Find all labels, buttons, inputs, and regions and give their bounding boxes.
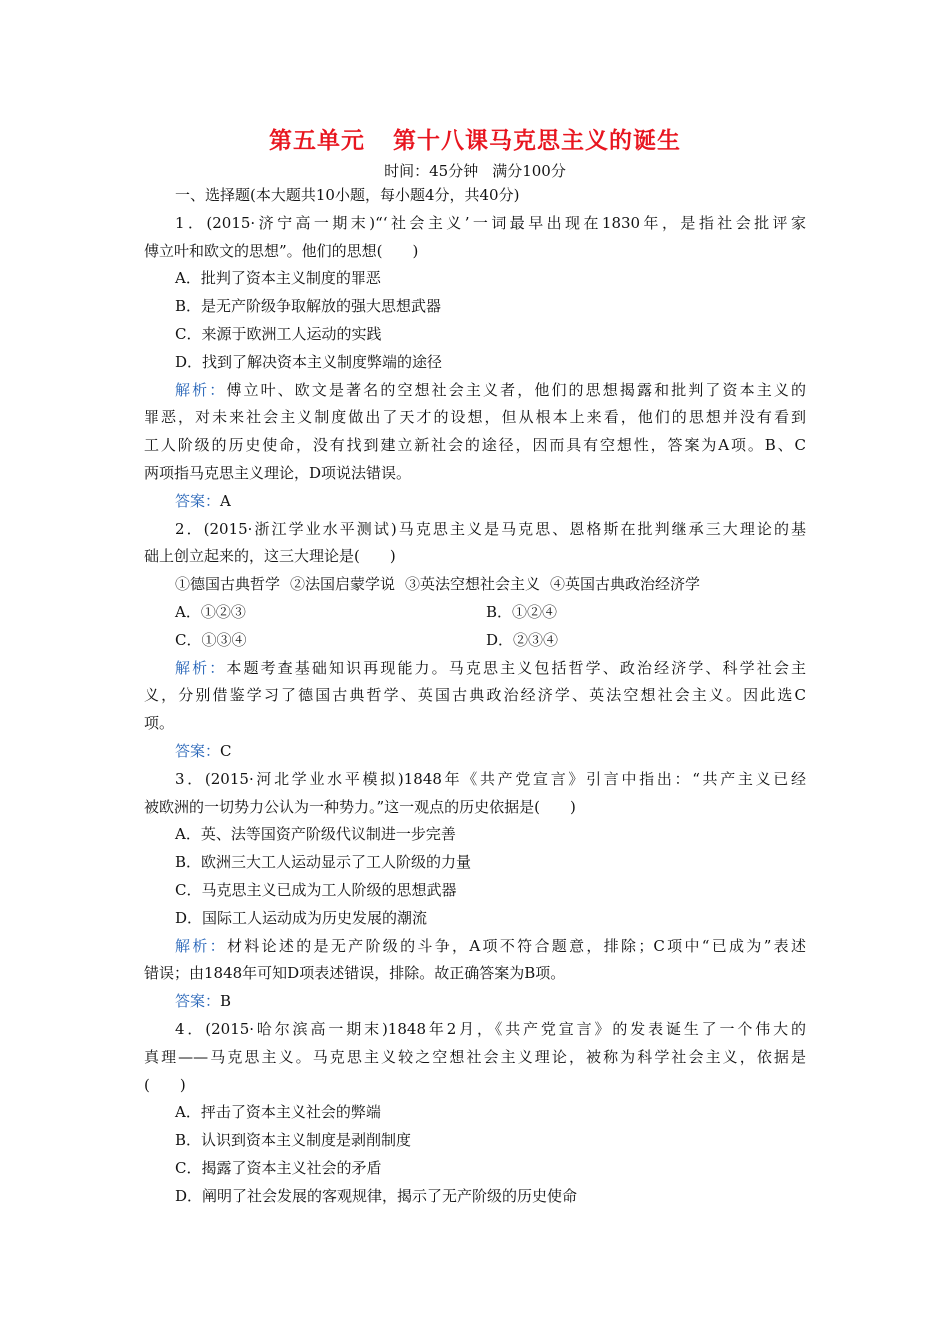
q1-analysis-line-2: 罪恶，对未来社会主义制度做出了天才的设想，但从根本上来看，他们的思想并没有看到 [144, 408, 806, 427]
q4-option-b: B．认识到资本主义制度是剥削制度 [175, 1131, 412, 1150]
q2-options-row-2 [144, 627, 806, 655]
q3-option-a: A．英、法等国资产阶级代议制进一步完善 [175, 825, 456, 844]
question-4-line-3: ( ) [144, 1075, 186, 1094]
section-heading: 一、选择题(本大题共10小题，每小题4分，共40分) [175, 186, 520, 204]
q1-option-c: C．来源于欧洲工人运动的实践 [175, 324, 382, 343]
q1-option-a: A．批判了资本主义制度的罪恶 [175, 269, 381, 288]
answer-label: 答案： [175, 992, 221, 1011]
q2-analysis-line-3: 项。 [144, 714, 175, 733]
q1-analysis-line-1: 解析：傅立叶、欧文是著名的空想社会主义者，他们的思想揭露和批判了资本主义的 [175, 380, 806, 399]
q3-analysis-line-1: 解析：材料论述的是无产阶级的斗争，A项不符合题意，排除；C项中“已成为”表述 [175, 936, 806, 955]
q1-analysis-line-4: 两项指马克思主义理论，D项说法错误。 [144, 463, 412, 482]
question-3-line-2: 被欧洲的一切势力公认为一种势力。”这一观点的历史依据是( ) [144, 797, 576, 816]
question-2-line-1: 2．(2015·浙江学业水平测试)马克思主义是马克思、恩格斯在批判继承三大理论的基 [175, 519, 806, 538]
lesson-title: 第十八课马克思主义的诞生 [393, 128, 681, 154]
q1-option-b: B．是无产阶级争取解放的强大思想武器 [175, 297, 442, 316]
analysis-label: 解析： [175, 936, 227, 955]
q1-option-d: D．找到了解决资本主义制度弊端的途径 [175, 352, 443, 371]
q4-option-d: D．阐明了社会发展的客观规律，揭示了无产阶级的历史使命 [175, 1186, 578, 1205]
q3-answer: 答案：B [175, 992, 232, 1011]
q3-option-b: B．欧洲三大工人运动显示了工人阶级的力量 [175, 853, 472, 872]
question-4-line-1: 4．(2015·哈尔滨高一期末)1848年2月，《共产党宣言》的发表诞生了一个伟大的 [175, 1019, 806, 1038]
question-3-line-1: 3．(2015·河北学业水平模拟)1848年《共产党宣言》引言中指出：“共产主义已经 [175, 769, 806, 788]
q2-items: ①德国古典哲学 ②法国启蒙学说 ③英法空想社会主义 ④英国古典政治经济学 [175, 575, 701, 594]
question-1-line-1: 1．(2015·济宁高一期末)“‘社会主义’一词最早出现在1830年，是指社会批评家 [175, 213, 806, 232]
analysis-label: 解析： [175, 658, 227, 677]
q2-option-d: D．②③④ [486, 630, 559, 649]
time-limit: 时间：45分钟 [384, 162, 479, 180]
question-1-line-2: 傅立叶和欧文的思想”。他们的思想( ) [144, 241, 419, 260]
question-4-line-2: 真理——马克思主义。马克思主义较之空想社会主义理论，被称为科学社会主义，依据是 [144, 1047, 806, 1066]
full-score: 满分100分 [492, 162, 566, 180]
q1-answer: 答案：A [175, 491, 231, 510]
q2-options-row-1 [144, 599, 806, 627]
q2-option-b: B．①②④ [486, 602, 558, 621]
q2-answer: 答案：C [175, 741, 232, 760]
exam-meta [0, 160, 950, 181]
q3-option-c: C．马克思主义已成为工人阶级的思想武器 [175, 880, 457, 899]
question-2-line-2: 础上创立起来的，这三大理论是( ) [144, 547, 396, 566]
q2-option-c: C．①③④ [175, 630, 247, 649]
answer-label: 答案： [175, 741, 221, 760]
q4-option-c: C．揭露了资本主义社会的矛盾 [175, 1158, 382, 1177]
content [144, 182, 806, 1210]
analysis-label: 解析： [175, 380, 227, 399]
unit-title: 第五单元 [269, 128, 365, 154]
q3-analysis-line-2: 错误；由1848年可知D项表述错误，排除。故正确答案为B项。 [144, 964, 566, 983]
q2-analysis-line-2: 义，分别借鉴学习了德国古典哲学、英国古典政治经济学、英法空想社会主义。因此选C [144, 686, 806, 705]
q3-option-d: D．国际工人运动成为历史发展的潮流 [175, 908, 428, 927]
q1-analysis-line-3: 工人阶级的历史使命，没有找到建立新社会的途径，因而具有空想性，答案为A项。B、C [144, 436, 806, 455]
answer-label: 答案： [175, 491, 221, 510]
q4-option-a: A．抨击了资本主义社会的弊端 [175, 1103, 381, 1122]
document-title [0, 122, 950, 155]
q2-analysis-line-1: 解析：本题考查基础知识再现能力。马克思主义包括哲学、政治经济学、科学社会主 [175, 658, 806, 677]
q2-option-a: A．①②③ [175, 602, 246, 621]
